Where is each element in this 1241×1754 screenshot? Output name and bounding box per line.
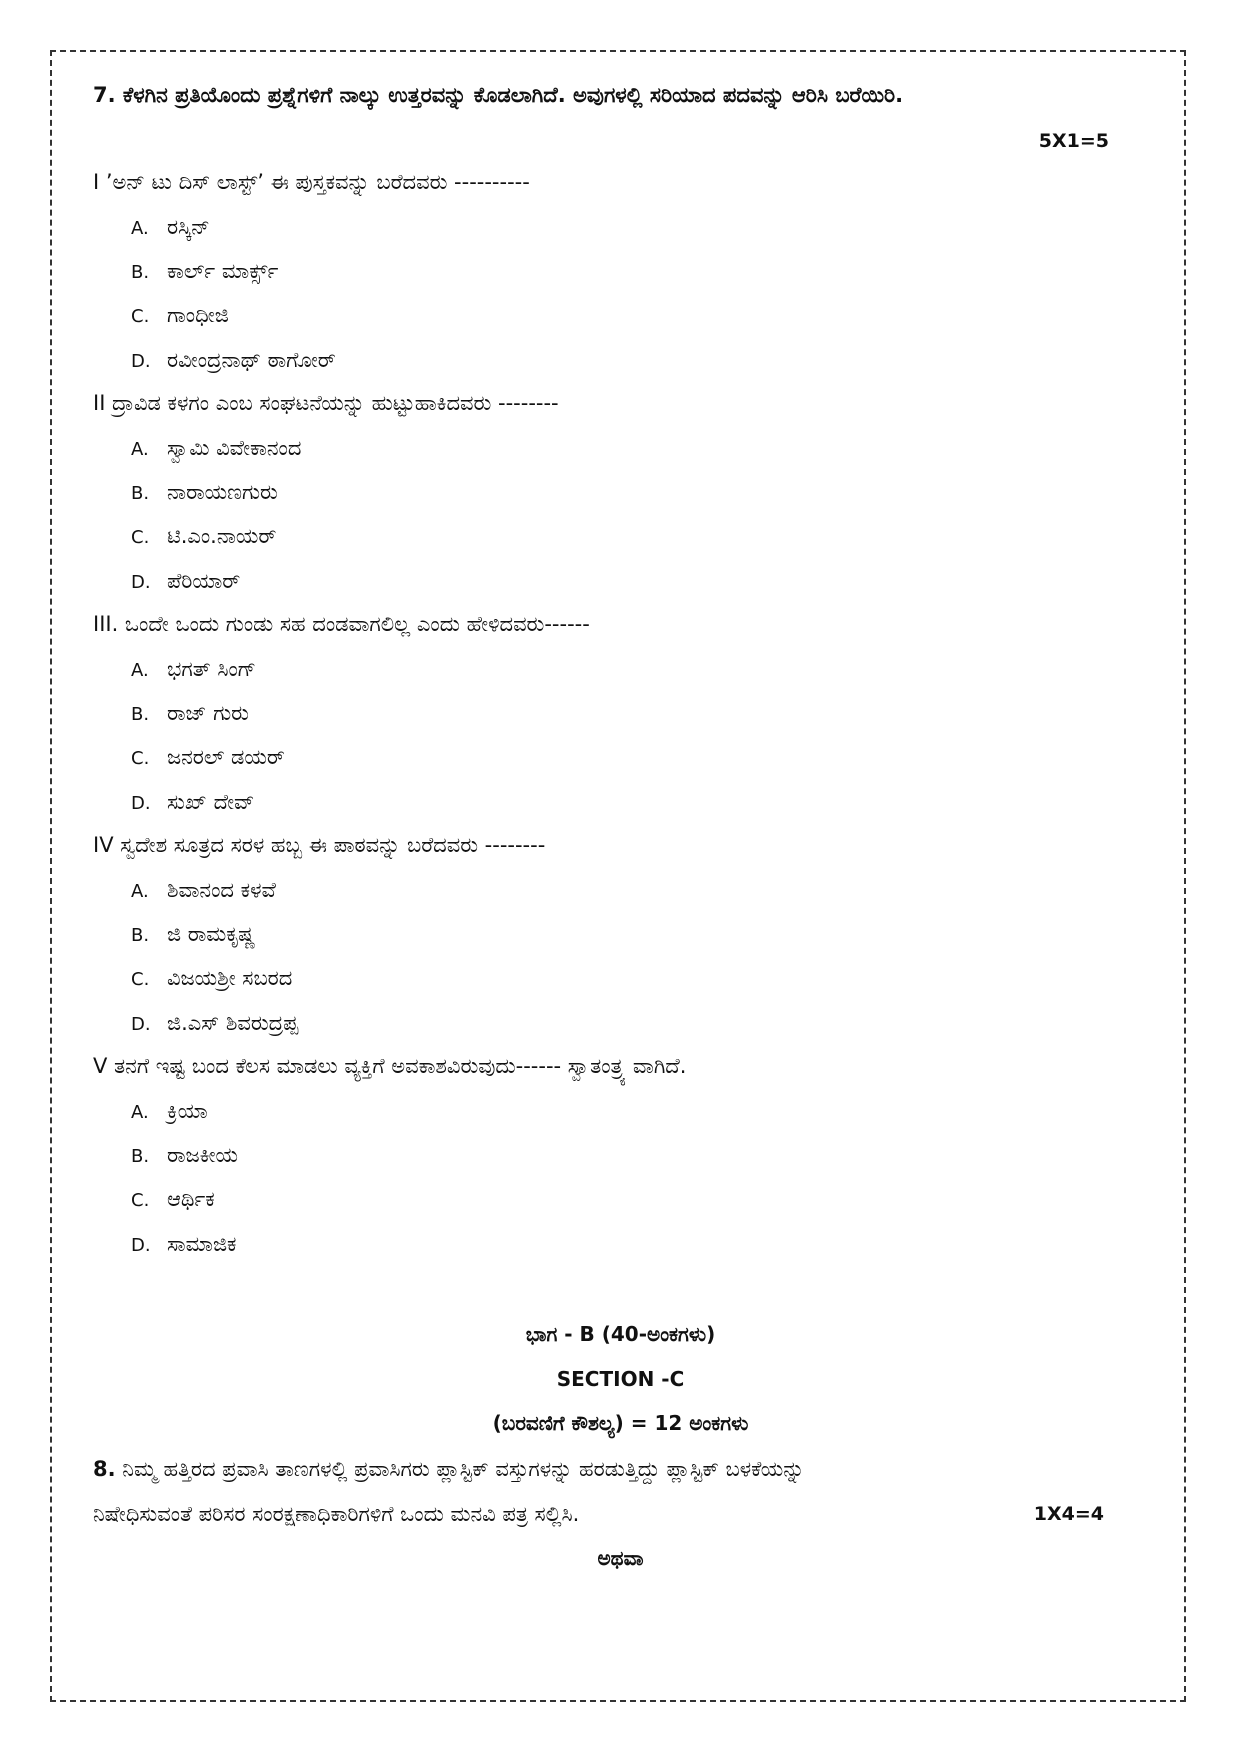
q7-instruction: 7. ಕೆಳಗಿನ ಪ್ರತಿಯೊಂದು ಪ್ರಶ್ನೆಗಳಿಗೆ ನಾಲ್ಕು ಉತ್ತರವನ್ನು ಕೊಡಲಾಗಿದೆ. ಅವುಗಳಲ್ಲಿ ಸರಿಯಾದ ಪದವನ್ನು ಆರಿಸಿ ಬರೆಯಿರಿ. (93, 83, 904, 107)
q7-3-option-a: A. ಭಗತ್ ಸಿಂಗ್ (131, 657, 256, 681)
or-separator: ಅಥವಾ (597, 1546, 644, 1570)
q7-5-option-b: B. ರಾಜಕೀಯ (131, 1143, 239, 1167)
q7-2-option-b: B. ನಾರಾಯಣಗುರು (131, 480, 278, 504)
q7-question-3: III. ಒಂದೇ ಒಂದು ಗುಂಡು ಸಹ ದಂಡವಾಗಲಿಲ್ಲ ಎಂದು ಹೇಳಿದವರು------ (93, 612, 590, 636)
q7-3-option-c: C. ಜನರಲ್ ಡಯರ್ (131, 745, 285, 769)
q8-line-1: 8. ನಿಮ್ಮ ಹತ್ತಿರದ ಪ್ರವಾಸಿ ತಾಣಗಳಲ್ಲಿ ಪ್ರವಾಸಿಗರು ಪ್ಲಾಸ್ಟಿಕ್ ವಸ್ತುಗಳನ್ನು ಹರಡುತ್ತಿದ್ದು ಪ್ಲಾಸ್ಟಿಕ್ ಬಳಕೆಯನ್ನು (93, 1457, 805, 1481)
q7-question-1: I ’ಅನ್ ಟು ದಿಸ್ ಲಾಸ್ಟ್’ ಈ ಪುಸ್ತಕವನ್ನು ಬರೆದವರು ---------- (93, 170, 530, 194)
q7-4-option-c: C. ವಿಜಯಶ್ರೀ ಸಬರದ (131, 966, 293, 990)
q8-marks: 1X4=4 (1033, 1503, 1104, 1525)
section-c-heading: SECTION -C (556, 1367, 685, 1391)
q7-4-option-a: A. ಶಿವಾನಂದ ಕಳವೆ (131, 878, 276, 902)
q7-2-option-d: D. ಪೆರಿಯಾರ್ (131, 569, 241, 593)
q7-4-option-d: D. ಜಿ.ಎಸ್ ಶಿವರುದ್ರಪ್ಪ (131, 1011, 299, 1035)
writing-skill-heading: (ಬರವಣಿಗೆ ಕೌಶಲ್ಯ) = 12 ಅಂಕಗಳು (492, 1411, 749, 1435)
q8-line-2: ನಿಷೇಧಿಸುವಂತೆ ಪರಿಸರ ಸಂರಕ್ಷಣಾಧಿಕಾರಿಗಳಿಗೆ ಒಂದು ಮನವಿ ಪತ್ರ ಸಲ್ಲಿಸಿ. (93, 1502, 580, 1526)
q7-3-option-d: D. ಸುಖ್ ದೇವ್ (131, 790, 255, 814)
q7-question-4: IV ಸ್ವದೇಶ ಸೂತ್ರದ ಸರಳ ಹಬ್ಬ ಈ ಪಾಠವನ್ನು ಬರೆದವರು -------- (93, 833, 546, 857)
q7-3-option-b: B. ರಾಜ್ ಗುರು (131, 701, 249, 725)
q7-question-2: II ದ್ರಾವಿಡ ಕಳಗಂ ಎಂಬ ಸಂಘಟನೆಯನ್ನು ಹುಟ್ಟುಹಾಕಿದವರು -------- (93, 391, 559, 415)
q7-4-option-b: B. ಜಿ ರಾಮಕೃಷ್ಣ (131, 922, 256, 946)
q7-1-option-a: A. ರಸ್ಕಿನ್ (131, 215, 210, 239)
q7-2-option-a: A. ಸ್ವಾಮಿ ವಿವೇಕಾನಂದ (131, 436, 302, 460)
q7-1-option-c: C. ಗಾಂಧೀಜಿ (131, 303, 229, 327)
q7-5-option-d: D. ಸಾಮಾಜಿಕ (131, 1232, 237, 1256)
part-b-title: ಭಾಗ - B (40-ಅಂಕಗಳು) (525, 1322, 716, 1346)
q7-1-option-b: B. ಕಾರ್ಲ್ ಮಾರ್ಕ್ಸ್ (131, 259, 279, 283)
q7-marks: 5X1=5 (1038, 130, 1109, 152)
q7-5-option-c: C. ಆರ್ಥಿಕ (131, 1187, 215, 1211)
q7-1-option-d: D. ರವೀಂದ್ರನಾಥ್ ಠಾಗೋರ್ (131, 348, 336, 372)
q7-5-option-a: A. ಕ್ರಿಯಾ (131, 1099, 208, 1123)
q7-question-5: V ತನಗೆ ಇಷ್ಟ ಬಂದ ಕೆಲಸ ಮಾಡಲು ವ್ಯಕ್ತಿಗೆ ಅವಕಾಶವಿರುವುದು------ ಸ್ವಾತಂತ್ರ್ಯ ವಾಗಿದೆ. (93, 1054, 687, 1078)
q7-2-option-c: C. ಟಿ.ಎಂ.ನಾಯರ್ (131, 524, 277, 548)
